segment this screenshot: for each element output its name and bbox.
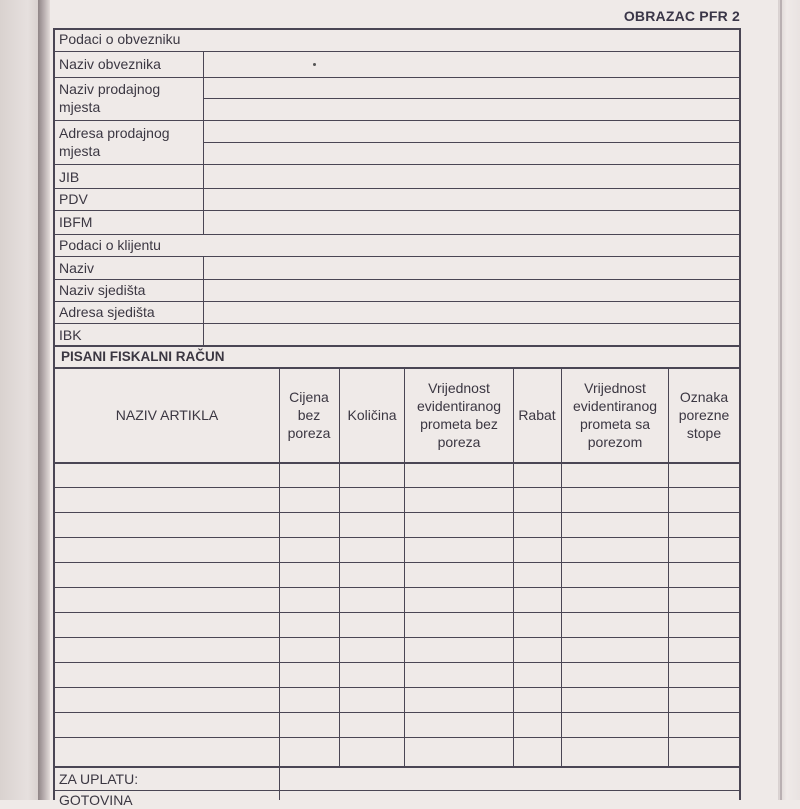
column-divider [404,368,405,767]
col-header-discount: Rabat [518,407,556,423]
row-divider [54,323,740,324]
row-divider [54,164,740,165]
writing-line [204,98,740,99]
row-divider [54,120,740,121]
row-divider [54,188,740,189]
client-section-title: Podaci o klijentu [59,237,161,253]
item-row-line [54,712,740,713]
field-label-client-seat-address: Adresa sjedišta [59,304,155,320]
column-divider [668,368,669,767]
column-divider [339,368,340,767]
ink-speck [313,63,316,66]
field-label-client-name: Naziv [59,260,95,276]
field-label-taxpayer-name: Naziv obveznika [59,56,161,72]
row-divider [54,51,740,52]
item-row-line [54,487,740,488]
row-divider [54,210,740,211]
item-row-line [54,737,740,738]
taxpayer-section-title: Podaci o obvezniku [59,31,181,47]
form-code: OBRAZAC PFR 2 [623,8,740,24]
footer-column-divider [279,767,280,800]
col-header-price-excl-tax: Cijena bez poreza [287,389,331,441]
section-divider [54,345,740,347]
footer-row-line [54,790,740,791]
cash-label: GOTOVINA [59,792,133,808]
field-label-sales-point-address: Adresa prodajnog mjesta [59,125,170,159]
item-row-line [54,662,740,663]
item-row-line [54,537,740,538]
item-row-line [54,512,740,513]
row-divider [54,301,740,302]
col-header-value-incl-tax: Vrijednost evidentiranog prometa sa porezom [572,380,658,450]
field-label-sales-point-name: Naziv prodajnog mjesta [59,81,161,115]
item-row-line [54,637,740,638]
row-divider [54,77,740,78]
table-bottom-divider [54,766,740,768]
col-header-item-name: NAZIV ARTIKLA [115,407,219,423]
row-divider [54,279,740,280]
item-row-line [54,562,740,563]
row-divider [54,256,740,257]
form-border-top [54,28,741,30]
item-row-line [54,587,740,588]
field-label-ibfm: IBFM [59,214,93,230]
field-label-jib: JIB [59,169,80,185]
item-row-line [54,687,740,688]
writing-line [204,142,740,143]
form-border-right [739,28,741,800]
label-column-divider [203,51,204,235]
receipt-title: PISANI FISKALNI RAČUN [61,349,225,364]
field-label-pdv: PDV [59,191,88,207]
payable-label: ZA UPLATU: [59,771,139,787]
col-header-tax-rate-code: Oznaka porezne stope [678,389,730,441]
table-header-divider [54,462,740,464]
field-label-client-seat: Naziv sjedišta [59,282,146,298]
col-header-quantity: Količina [347,407,397,423]
form-border-left [53,28,55,800]
col-header-value-excl-tax: Vrijednost evidentiranog prometa bez poreza [416,380,502,450]
field-label-ibk: IBK [59,327,82,343]
row-divider [54,234,740,235]
column-divider [279,368,280,767]
item-row-line [54,612,740,613]
column-divider [561,368,562,767]
column-divider [513,368,514,767]
